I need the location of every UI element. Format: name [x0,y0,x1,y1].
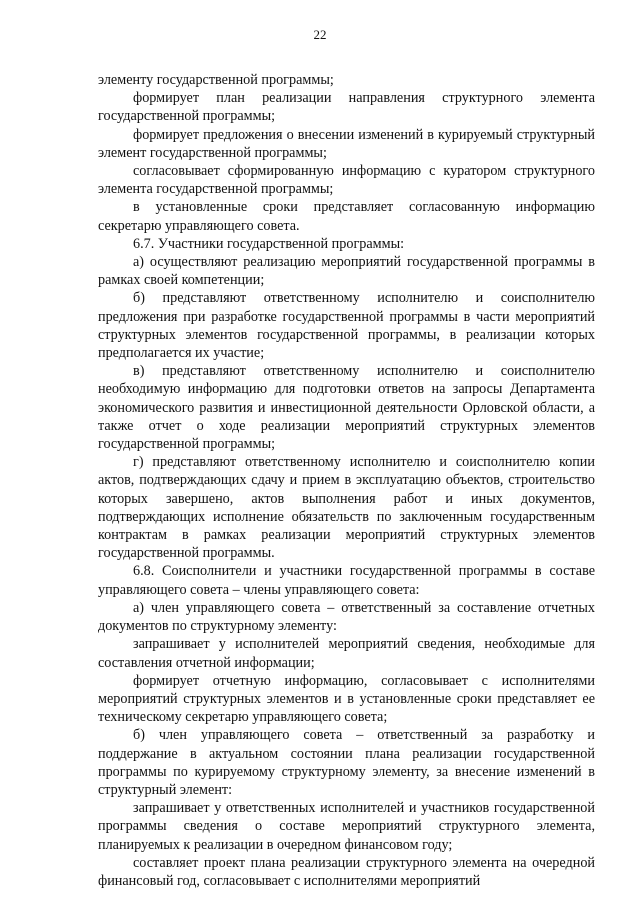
paragraph: а) член управляющего совета – ответственный за составление отчетных документов по структурному элементу: [98,599,595,635]
paragraph: в) представляют ответственному исполнителю и соисполнителю необходимую информацию для подготовки ответов на запросы Департамента экономического развития и инвестиционной деятельности Орловской области, а также отчет о ходе реализации мероприятий структурных элементов государственной программы; [98,363,595,453]
document-body [98,71,595,890]
paragraph: запрашивает у ответственных исполнителей и участников государственной программы сведения о составе мероприятий структурного элемента, планируемых к реализации в очередном финансовом году; [98,800,595,853]
paragraph: формирует план реализации направления структурного элемента государственной программы; [98,90,595,125]
paragraph: элементу государственной программы; [98,72,334,88]
paragraph: б) представляют ответственному исполнителю и соисполнителю предложения при разработке государственной программы в части мероприятий структурных элементов государственной программы, в реализации которых предполагается их участие; [98,290,595,362]
paragraph: согласовывает сформированную информацию с куратором структурного элемента государственной программы; [98,163,595,198]
paragraph: г) представляют ответственному исполнителю и соисполнителю копии актов, подтверждающих сдачу и прием в эксплуатацию объектов, строительство которых завершено, актов выполнения работ и иных документов, подтверждающих исполнение обязательств по заключенным государственным контрактам в рамках реализации мероприятий структурных элементов государственной программы. [98,454,595,562]
paragraph: а) осуществляют реализацию мероприятий государственной программы в рамках своей компетенции; [98,254,595,289]
paragraph: запрашивает у исполнителей мероприятий сведения, необходимые для составления отчетной информации; [98,636,595,671]
page-number: 22 [313,27,327,42]
paragraph: 6.8. Соисполнители и участники государственной программы в составе управляющего совета – члены управляющего совета: [98,563,595,598]
paragraph: формирует предложения о внесении изменений в курируемый структурный элемент государственной программы; [98,126,595,161]
paragraph: в установленные сроки представляет согласованную информацию секретарю управляющего совета. [98,199,595,234]
paragraph: 6.7. Участники государственной программы: [133,235,405,252]
paragraph: составляет проект плана реализации структурного элемента на очередной финансовый год, согласовывает с исполнителями мероприятий [98,854,595,889]
paragraph: б) член управляющего совета – ответственный за разработку и поддержание в актуальном состоянии плана реализации государственной программы по курируемому структурному элементу, за внесение изменений в структурный элемент: [98,727,595,798]
paragraph: формирует отчетную информацию, согласовывает с исполнителями мероприятий структурных элементов и в установленные сроки представляет ее техническому секретарю управляющего совета; [98,672,595,726]
